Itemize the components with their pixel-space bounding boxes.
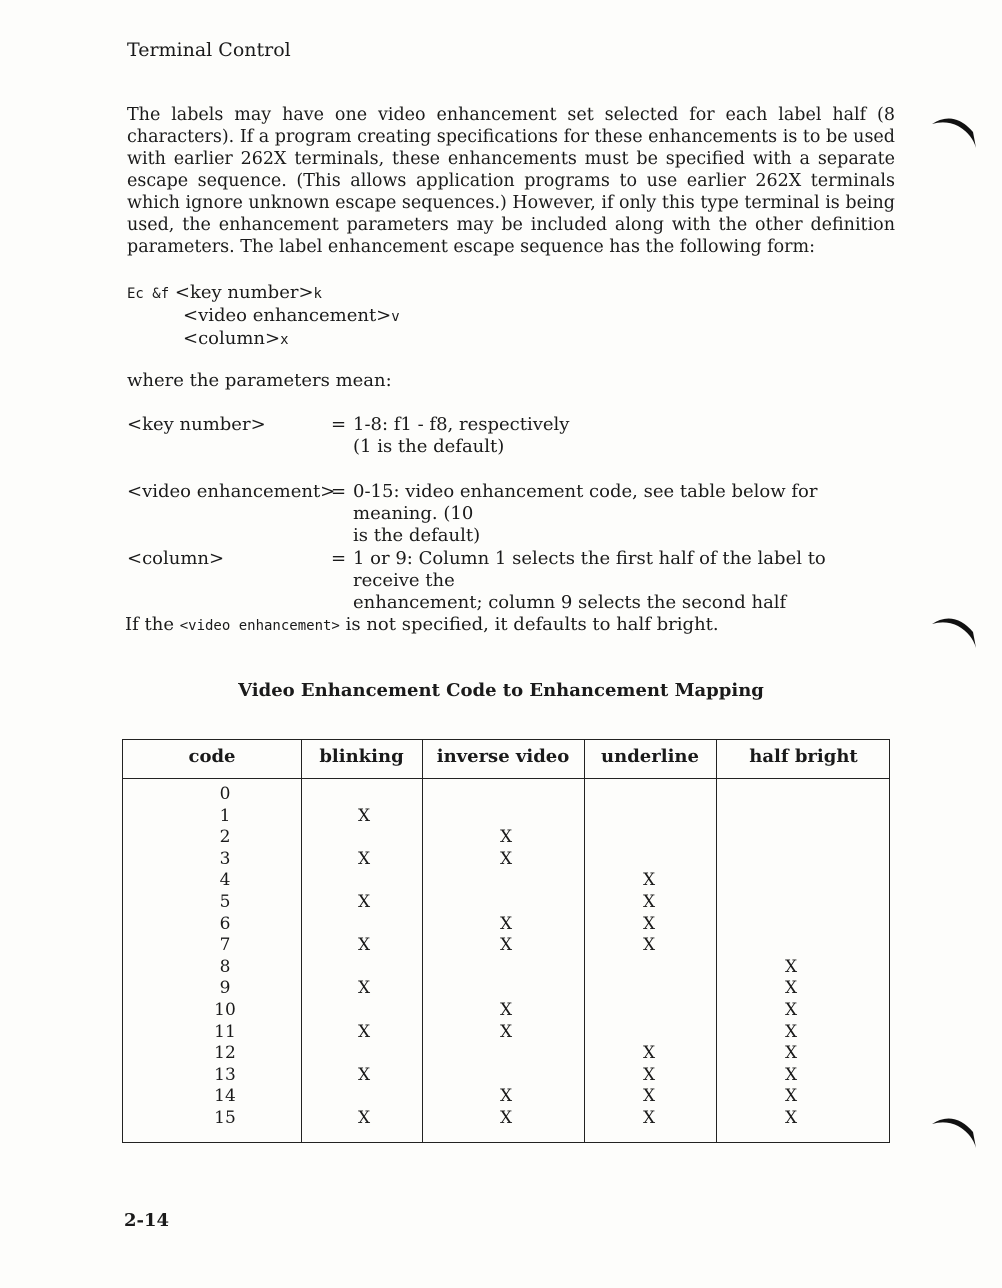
param-desc-line-2: is the default) bbox=[353, 525, 481, 546]
cell-inverse-video: X bbox=[499, 848, 513, 869]
cell-blinking: X bbox=[357, 805, 371, 826]
escape-sequence-form bbox=[127, 282, 400, 351]
escape-video-param: <video enhancement> bbox=[183, 305, 392, 326]
cell-half-bright: X bbox=[784, 956, 798, 977]
margin-change-bar-icon bbox=[928, 1112, 978, 1162]
page-header: Terminal Control bbox=[127, 39, 291, 61]
margin-change-bar-icon bbox=[928, 112, 978, 162]
cell-code: 3 bbox=[219, 848, 231, 869]
cell-inverse-video: X bbox=[499, 827, 513, 848]
param-desc-line-1: 1 or 9: Column 1 selects the first half of the label to receive the bbox=[353, 548, 826, 591]
cell-inverse-video: X bbox=[499, 913, 513, 934]
default-note bbox=[125, 614, 719, 635]
margin-change-bar-icon bbox=[928, 612, 978, 662]
table-column-divider bbox=[301, 740, 302, 1142]
cell-underline: X bbox=[642, 913, 656, 934]
param-description bbox=[353, 548, 897, 614]
cell-code: 13 bbox=[214, 1064, 236, 1085]
escape-line-3 bbox=[127, 328, 400, 351]
where-text: where the parameters mean: bbox=[127, 370, 392, 391]
cell-blinking: X bbox=[357, 848, 371, 869]
param-desc-line-1: 1-8: f1 - f8, respectively bbox=[353, 414, 570, 435]
cell-underline: X bbox=[642, 1108, 656, 1128]
page-number: 2-14 bbox=[124, 1210, 170, 1231]
cell-code: 5 bbox=[219, 892, 231, 912]
param-equals: = bbox=[331, 481, 347, 502]
escape-line-1 bbox=[127, 282, 400, 305]
escape-key-suffix: k bbox=[313, 286, 322, 302]
cell-inverse-video: X bbox=[499, 1108, 513, 1128]
table-header-underline: underline bbox=[601, 746, 699, 767]
escape-key-number-param: <key number> bbox=[174, 282, 314, 303]
cell-inverse-video: X bbox=[499, 1086, 513, 1107]
cell-code: 8 bbox=[219, 956, 231, 977]
enhancement-table bbox=[122, 739, 890, 1143]
cell-underline: X bbox=[642, 935, 656, 956]
table-header-inverse-video: inverse video bbox=[436, 746, 570, 767]
cell-half-bright: X bbox=[784, 1043, 798, 1064]
default-note-post: is not specified, it defaults to half bright. bbox=[345, 614, 719, 635]
cell-blinking: X bbox=[357, 892, 371, 912]
param-desc-line-2: enhancement; column 9 selects the second half bbox=[353, 592, 787, 613]
cell-code: 11 bbox=[214, 1021, 236, 1042]
cell-underline: X bbox=[642, 1043, 656, 1064]
cell-blinking: X bbox=[357, 1108, 371, 1128]
cell-blinking: X bbox=[357, 1064, 371, 1085]
table-header-code: code bbox=[188, 746, 236, 767]
param-name: <key number> bbox=[127, 414, 266, 435]
cell-code: 10 bbox=[214, 1000, 236, 1020]
table-header-blinking: blinking bbox=[319, 746, 404, 767]
cell-underline: X bbox=[642, 1064, 656, 1085]
cell-blinking: X bbox=[357, 1021, 371, 1042]
cell-blinking: X bbox=[357, 978, 371, 999]
param-description bbox=[353, 414, 897, 458]
cell-code: 4 bbox=[219, 870, 231, 891]
table-column-divider bbox=[422, 740, 423, 1142]
intro-paragraph: The labels may have one video enhancement set selected for each label half (8 characters). If a program creating specifications for these enhancements is to be used with earlier 262X terminals, these enhancements must be specified with a separate escape sequence. (This allows application programs to use earlier 262X terminals which ignore unknown escape sequences.) However, if only this type terminal is being used, the enhancement parameters may be included along with the other definition parameters. The label enhancement escape sequence has the following form: bbox=[127, 105, 895, 257]
param-name: <video enhancement> bbox=[127, 481, 336, 502]
param-equals: = bbox=[331, 548, 347, 569]
param-name: <column> bbox=[127, 548, 225, 569]
cell-inverse-video: X bbox=[499, 935, 513, 956]
table-column-divider bbox=[716, 740, 717, 1142]
escape-column-param: <column> bbox=[183, 328, 281, 349]
cell-underline: X bbox=[642, 892, 656, 912]
default-note-code: <video enhancement> bbox=[179, 618, 340, 634]
cell-inverse-video: X bbox=[499, 1000, 513, 1020]
table-title: Video Enhancement Code to Enhancement Mapping bbox=[238, 680, 764, 701]
cell-code: 12 bbox=[214, 1043, 236, 1064]
cell-blinking: X bbox=[357, 935, 371, 956]
cell-code: 9 bbox=[219, 978, 231, 999]
cell-code: 15 bbox=[214, 1108, 236, 1128]
cell-code: 6 bbox=[219, 913, 231, 934]
cell-code: 0 bbox=[219, 784, 231, 804]
param-desc-line-1: 0-15: video enhancement code, see table below for meaning. (10 bbox=[353, 481, 818, 524]
table-header-divider bbox=[123, 778, 889, 779]
cell-code: 1 bbox=[219, 805, 231, 826]
cell-half-bright: X bbox=[784, 978, 798, 999]
cell-half-bright: X bbox=[784, 1108, 798, 1128]
cell-code: 14 bbox=[214, 1086, 236, 1107]
param-desc-line-2: (1 is the default) bbox=[353, 436, 505, 457]
cell-half-bright: X bbox=[784, 1086, 798, 1107]
cell-underline: X bbox=[642, 1086, 656, 1107]
cell-code: 2 bbox=[219, 827, 231, 848]
cell-inverse-video: X bbox=[499, 1021, 513, 1042]
cell-underline: X bbox=[642, 870, 656, 891]
param-description bbox=[353, 481, 897, 547]
param-equals: = bbox=[331, 414, 347, 435]
escape-prefix: Ec &f bbox=[127, 286, 170, 302]
cell-code: 7 bbox=[219, 935, 231, 956]
escape-column-suffix: x bbox=[280, 332, 289, 348]
escape-video-suffix: v bbox=[391, 309, 400, 325]
cell-half-bright: X bbox=[784, 1000, 798, 1020]
escape-line-2 bbox=[127, 305, 400, 328]
default-note-pre: If the bbox=[125, 614, 174, 635]
cell-half-bright: X bbox=[784, 1021, 798, 1042]
table-column-divider bbox=[584, 740, 585, 1142]
table-header-half-bright: half bright bbox=[749, 746, 858, 767]
cell-half-bright: X bbox=[784, 1064, 798, 1085]
